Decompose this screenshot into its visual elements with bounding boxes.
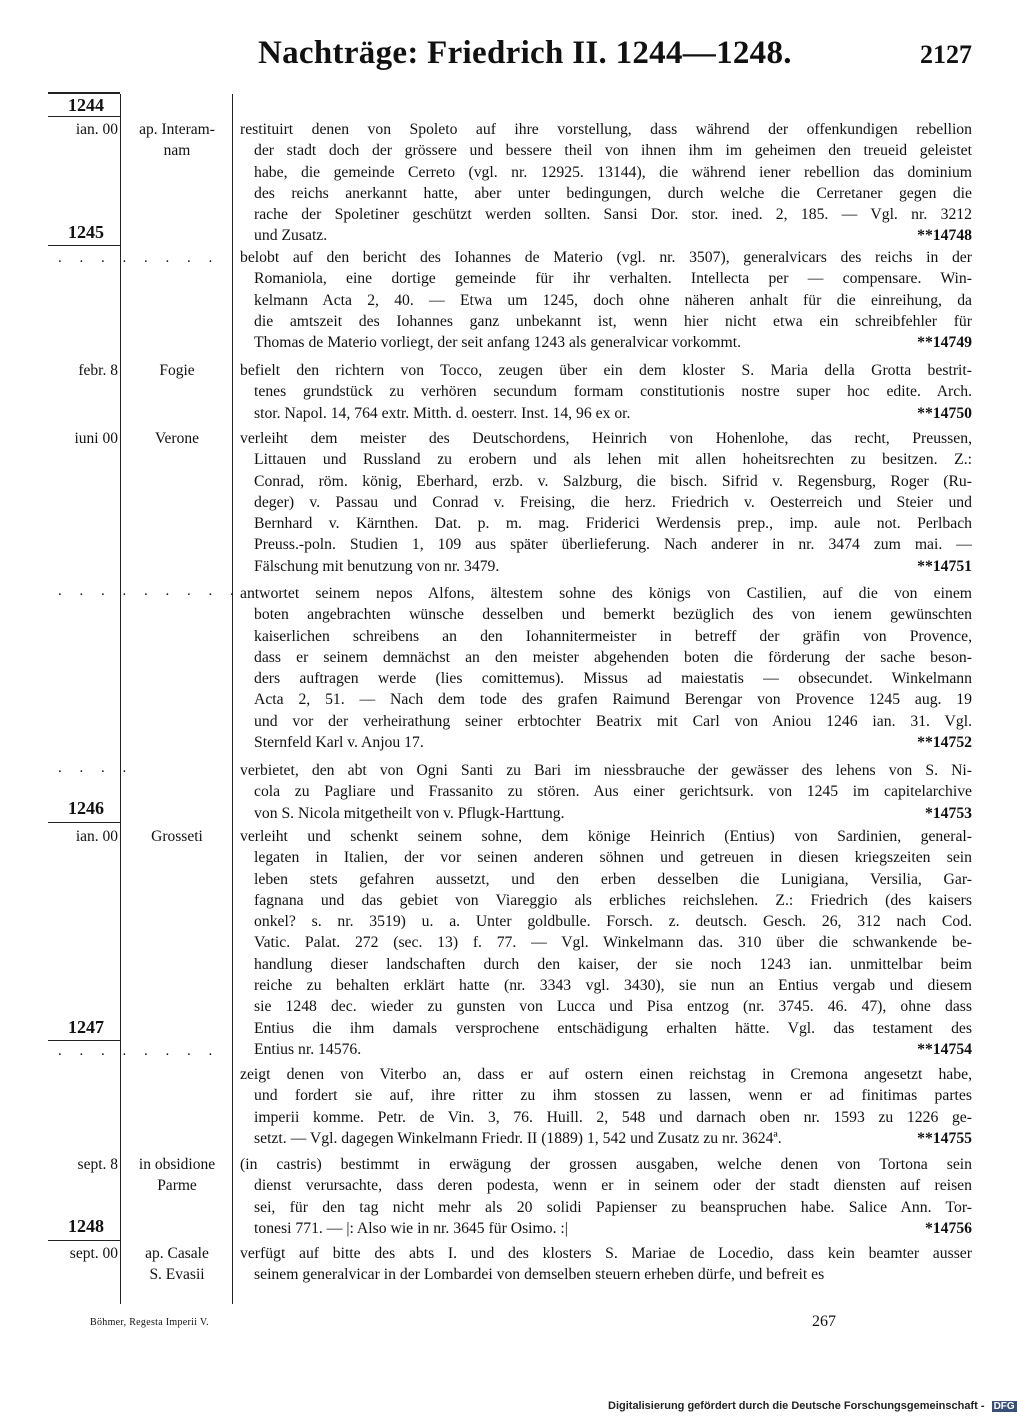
page-title: Nachträge: Friedrich II. 1244—1248. (258, 35, 792, 71)
entry-line: verfügt auf bitte des abts I. und des klosters S. Mariae de Locedio, dass kein beamter ausser (240, 1245, 972, 1262)
entry-line: Thomas de Materio vorliegt, der seit anfang 1243 als generalvicar vorkommt. **14749 (240, 332, 972, 353)
entry-place: in obsidione Parme (138, 1156, 216, 1195)
entry-line: von S. Nicola mitgetheilt von v. Pflugk-Harttung. *14753 (240, 803, 972, 824)
regest-number: **14750 (917, 404, 972, 422)
year-rule (48, 245, 120, 246)
funding-note (608, 1400, 1017, 1412)
entry-line: Sternfeld Karl v. Anjou 17. **14752 (240, 732, 972, 753)
entry-line: und vor der verheirathung seiner erbtochter Beatrix mit Carl von Aniou 1246 ian. 31. Vgl. (254, 712, 972, 730)
entry-date: sept. 8 (77, 1156, 118, 1173)
entry-line: habe, die gemeinde Cerreto (vgl. nr. 12925. 13144), die während iener rebellion das dominium (254, 163, 972, 181)
regest-number: *14753 (924, 804, 972, 822)
entry-line: kelmann Acta 2, 40. — Etwa um 1245, doch ohne näheren anhalt für die einreihung, da (254, 291, 972, 309)
entry-line: Conrad, röm. könig, Eberhard, erzb. v. Salzburg, die bisch. Sifrid v. Regensburg, Roger (Ru- (254, 472, 972, 490)
entry-date: febr. 8 (78, 362, 118, 379)
entry-line: setzt. — Vgl. dagegen Winkelmann Friedr. II (1889) 1, 542 und Zusatz zu nr. 3624ª. **14755 (240, 1128, 972, 1149)
entry-line: belobt auf den bericht des Iohannes de Materio (vgl. nr. 3507), generalvicars des reichs in der (240, 249, 972, 266)
entry-place: ap. Casale S. Evasii (145, 1245, 209, 1284)
entry-line: leben stets gefahren aussetzt, und den erben desselben die Lunigiana, Versilia, Gar- (254, 870, 972, 888)
regest-entry (240, 428, 972, 577)
entry-line: sei, für den tag nicht mehr als 20 solidi Papienser zu beanspruchen habe. Salice Ann. Tor- (254, 1198, 972, 1216)
entry-line: Romaniola, eine dortige gemeinde für ihr verhalten. Intellecta per — compensare. Win- (254, 270, 972, 288)
entry-line: (in castris) bestimmt in erwägung der grossen ausgaben, welche denen von Tortona sein (240, 1156, 972, 1173)
entry-line: des reichs anerkannt hatte, aber unter bedingungen, durch welche die Cerretaner gegen die (254, 184, 972, 202)
entry-line: Entius nr. 14576. **14754 (240, 1039, 972, 1060)
footer-page-number: 267 (812, 1313, 836, 1330)
entry-line: imperii komme. Petr. de Vin. 3, 76. Huill. 2, 548 und darnach oben nr. 1593 zu 1226 ge- (254, 1108, 972, 1126)
entry-line: dienst verursachte, dass deren podesta, wenn er in seinem oder der stadt diensten auf reisen (254, 1177, 972, 1195)
regest-number: **14755 (917, 1129, 972, 1147)
year-label: 1247 (68, 1017, 104, 1037)
entry-line: Littauen und Russland zu erobern und als lehen mit allen hoheitsrechten zu besitzen. Z.: (254, 451, 972, 469)
entry-line: verbietet, den abt von Ogni Santi zu Bari im niessbrauche der gewässer des lehens von S. Ni- (240, 762, 972, 779)
entry-place: Grosseti (151, 828, 203, 845)
entry-line: befielt den richtern von Tocco, zeugen über ein dem kloster S. Maria della Grotta bestrit- (240, 362, 972, 379)
entry-date: sept. 00 (69, 1245, 118, 1262)
date-ellipsis: . . . . . . . . . . (58, 583, 263, 599)
entry-place: Fogie (159, 362, 195, 379)
entry-line: die amtszeit des Iohannes ganz unbekannt ist, wenn hier nicht etwa ein schreibfehler für (254, 312, 972, 330)
column-rule-place (232, 94, 233, 1304)
entry-line: cola zu Pagliare und Frassanito zu stören. Aus einer gerichtsurk. von 1245 im capitelarchive (254, 783, 972, 801)
regest-entry (240, 583, 972, 753)
entry-line: Vatic. Palat. 272 (sec. 13) f. 77. — Vgl. Winkelmann das. 310 über die schwankende be- (254, 934, 972, 952)
regest-entry (240, 360, 972, 424)
entry-line: Entius die ihm damals versprochene entschädigung erhalten hätte. Vgl. das testament des (254, 1019, 972, 1037)
regest-number: **14754 (917, 1040, 972, 1058)
year-label: 1248 (68, 1216, 104, 1236)
entry-line: handlung dieser landschaften durch den kaiser, der sie noch 1243 ian. unmittelbar beim (254, 955, 972, 973)
footer-source: Böhmer, Regesta Imperii V. (90, 1317, 209, 1328)
entry-line: verleiht und schenkt seinem sohne, dem könige Heinrich (Entius) von Sardinien, general- (240, 828, 972, 845)
regest-number: *14756 (924, 1219, 972, 1237)
entry-line: legaten in Italien, der vor seinen anderen söhnen und getreuen in diesen kriegszeiten sein (254, 849, 972, 867)
year-rule (48, 822, 120, 823)
entry-line: seinem generalvicar in der Lombardei von demselben steuern erheben dürfe, und befreit es (254, 1266, 825, 1284)
regest-number: **14751 (917, 557, 972, 575)
entry-line: und Zusatz. **14748 (240, 225, 972, 246)
regest-entry (240, 1064, 972, 1149)
entry-line: reiche zu behalten erklärt hatte (nr. 3343 vgl. 3430), sie nun an Entius vergab und diesem (254, 977, 972, 995)
entry-line: kaiserlichen schreibens an den Iohannitermeister in betreff der gräfin von Provence, (254, 627, 972, 645)
entry-date: ian. 00 (75, 828, 118, 845)
entry-line: sie 1248 dec. wieder zu gunsten von Lucca und Pisa entzog (nr. 3745. 46. 47), ohne dass (254, 998, 972, 1016)
entry-line: restituirt denen von Spoleto auf ihre vorstellung, dass während der offenkundigen rebellion (240, 121, 972, 138)
entry-line: und fordert sie auf, ihre ritter zu ihm stossen zu lassen, wenn er ad finitimas partes (254, 1087, 972, 1105)
regest-entry (240, 1243, 972, 1286)
entry-line: dass er seinem demnächst an den meister abgehenden boten die förderung der sache beson- (254, 648, 972, 666)
entry-line: Bernhard v. Kärnthen. Dat. p. m. mag. Friderici Werdensis prep., imp. aule not. Perlbach (254, 515, 972, 533)
date-ellipsis: . . . . (58, 760, 134, 776)
year-label: 1245 (68, 222, 104, 242)
entry-line: fagnana und das gebiet von Viareggio als erbliches reichslehen. Z.: Friedrich (des kaisers (254, 891, 972, 909)
regest-entry (240, 826, 972, 1060)
entry-line: tenes grundstück zu verhören secundum formam constitutionis nostre super hoc edite. Arch. (254, 383, 972, 401)
entry-place: Verone (155, 430, 199, 447)
year-rule (48, 1240, 120, 1241)
regest-number: **14748 (917, 227, 972, 245)
entry-line: onkel? s. nr. 3519) u. a. Unter goldbulle. Forsch. z. deutsch. Gesch. 26, 312 nach Cod. (254, 913, 972, 931)
entry-line: rache der Spoletiner geschützt werden sollten. Sansi Dor. stor. ined. 2, 185. — Vgl. nr. 3212 (254, 206, 972, 224)
entry-line: zeigt denen von Viterbo an, dass er auf ostern einen reichstag in Cremona angesetzt habe, (240, 1066, 972, 1083)
year-label: 1244 (68, 95, 104, 115)
entry-line: verleiht dem meister des Deutschordens, Heinrich von Hohenlohe, das recht, Preussen, (240, 430, 972, 447)
regest-number: **14749 (917, 334, 972, 352)
entry-line: Acta 2, 51. — Nach dem tode des grafen Raimund Berengar von Provence 1245 aug. 19 (254, 691, 972, 709)
entry-line: tonesi 771. — |: Also wie in nr. 3645 für Osimo. :| *14756 (240, 1218, 972, 1239)
entry-line: antwortet seinem nepos Alfons, ältestem sohne des königs von Castilien, auf die von einem (240, 585, 972, 602)
dfg-logo: DFG (993, 1400, 1015, 1412)
regest-entry (240, 760, 972, 824)
entry-line: Fälschung mit benutzung von nr. 3479. **14751 (240, 556, 972, 577)
funding-text: Digitalisierung gefördert durch die Deutsche Forschungsgemeinschaft - (608, 1400, 985, 1412)
regest-entry (240, 247, 972, 353)
date-ellipsis: . . . . . . . . (58, 250, 220, 266)
column-rule-date (120, 94, 121, 1304)
regest-entry (240, 119, 972, 247)
entry-line: boten angebrachten wünsche desselben und bemerkt bezüglich des von ienem gewünschten (254, 606, 972, 624)
entry-date: ian. 00 (75, 121, 118, 138)
page-number: 2127 (920, 40, 972, 69)
entry-line: der stadt doch der grössere und bessere theil von ihnen ihm im geheimen den treueid geleistet (254, 142, 972, 160)
entry-line: stor. Napol. 14, 764 extr. Mitth. d. oesterr. Inst. 14, 96 ex or. **14750 (240, 403, 972, 424)
header-rule (48, 92, 120, 94)
year-rule (48, 1040, 120, 1041)
year-rule (48, 116, 120, 117)
entry-line: Preuss.-poln. Studien 1, 109 aus später überlieferung. Nach anderer in nr. 3474 zum mai. — (254, 536, 972, 554)
year-label: 1246 (68, 798, 104, 818)
entry-place: ap. Interam- nam (139, 121, 215, 160)
regest-entry (240, 1154, 972, 1239)
date-ellipsis: . . . . . . . . (58, 1043, 220, 1059)
entry-date: iuni 00 (74, 430, 118, 447)
entry-line: deger) v. Passau und Conrad v. Freising, die herz. Friedrich v. Oesterreich und Steier und (254, 493, 972, 511)
regest-number: **14752 (917, 734, 972, 752)
entry-line: ders auftragen werde (lies comittemus). Missus ad maiestatis — obsecundet. Winkelmann (254, 670, 972, 688)
